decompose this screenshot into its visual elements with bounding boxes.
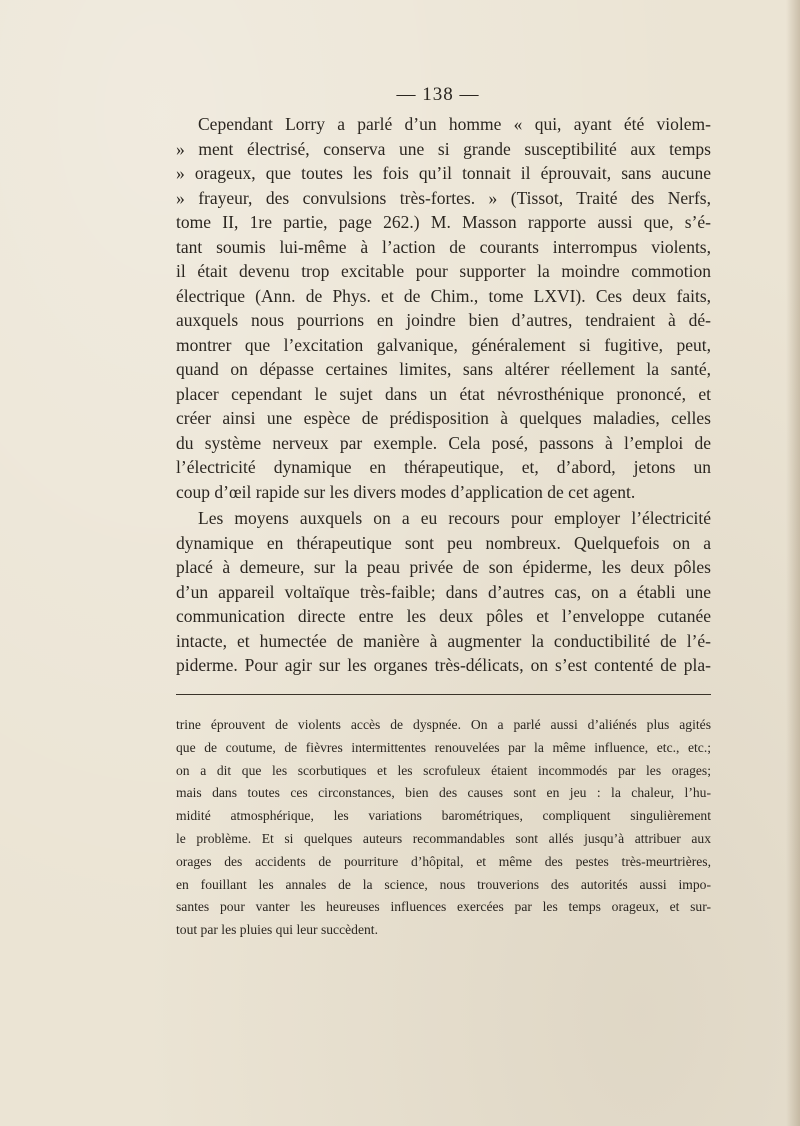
text-line: » orageux, que toutes les fois qu’il tonnait il éprouvait, sans aucune	[176, 163, 711, 183]
page-number: — 138 —	[396, 84, 480, 105]
text-line: placer cependant le sujet dans un état névrosthénique prononcé, et	[176, 383, 711, 404]
footnote-line: mais dans toutes ces circonstances, bien des causes sont en jeu : la chaleur, l’hu-	[176, 785, 711, 801]
footnote-line: midité atmosphérique, les variations barométriques, compliquent singulièrement	[176, 808, 711, 824]
footnote-line: en fouillant les annales de la science, nous trouverions des autorités aussi impo-	[176, 876, 711, 892]
text-line: auxquels nous pourrions en joindre bien d’autres, tendraient à dé-	[176, 310, 711, 330]
text-line: l’électricité dynamique en thérapeutique, et, d’abord, jetons un	[176, 457, 711, 477]
text-line: placé à demeure, sur la peau privée de son épiderme, les deux pôles	[176, 557, 711, 577]
text-line: » ment électrisé, conserva une si grande susceptibilité aux temps	[176, 138, 711, 159]
text-line: Cependant Lorry a parlé d’un homme « qui, ayant été violem-	[198, 114, 711, 134]
text-line: Les moyens auxquels on a eu recours pour employer l’électricité	[198, 508, 711, 528]
page-edge-shadow	[786, 0, 800, 1126]
footnote	[176, 714, 711, 942]
text-line: coup d’œil rapide sur les divers modes d’application de cet agent.	[176, 481, 636, 502]
footnote-line: le problème. Et si quelques auteurs recommandables sont allés jusqu’à attribuer aux	[176, 830, 711, 846]
text-line: du système nerveux par exemple. Cela posé, passons à l’emploi de	[176, 432, 711, 453]
footnote-line: santes pour vanter les heureuses influences exercées par les temps orageux, et sur-	[176, 899, 711, 915]
footnote-line: tout par les pluies qui leur succèdent.	[176, 922, 378, 938]
footnote-divider	[176, 694, 711, 695]
text-line: créer ainsi une espèce de prédisposition à quelques maladies, celles	[176, 408, 711, 428]
text-line: dynamique en thérapeutique sont peu nombreux. Quelquefois on a	[176, 532, 711, 553]
footnote-line: trine éprouvent de violents accès de dyspnée. On a parlé aussi d’aliénés plus agités	[176, 717, 711, 732]
text-line: tome II, 1re partie, page 262.) M. Masson rapporte aussi que, s’é-	[176, 212, 711, 232]
footnote-line: orages des accidents de pourriture d’hôpital, et même des pestes très-meurtrières,	[176, 853, 711, 869]
main-text	[176, 112, 711, 678]
text-line: intacte, et humectée de manière à augmenter la conductibilité de l’é-	[176, 630, 711, 651]
text-line: » frayeur, des convulsions très-fortes. » (Tissot, Traité des Nerfs,	[176, 187, 711, 208]
text-line: d’un appareil voltaïque très-faible; dans d’autres cas, on a établi une	[176, 581, 711, 602]
text-line: communication directe entre les deux pôles et l’enveloppe cutanée	[176, 606, 711, 626]
text-line: piderme. Pour agir sur les organes très-délicats, on s’est contenté de pla-	[176, 655, 711, 675]
footnote-line: on a dit que les scorbutiques et les scrofuleux étaient incommodés par les orages;	[176, 762, 711, 778]
text-line: tant soumis lui-même à l’action de courants interrompus violents,	[176, 236, 711, 257]
text-line: électrique (Ann. de Phys. et de Chim., tome LXVI). Ces deux faits,	[176, 285, 711, 306]
footnote-line: que de coutume, de fièvres intermittentes renouvelées par la même influence, etc., etc.;	[176, 739, 711, 755]
text-line: quand on dépasse certaines limites, sans altérer réellement la santé,	[176, 359, 711, 379]
text-line: montrer que l’excitation galvanique, généralement si fugitive, peut,	[176, 334, 711, 355]
text-line: il était devenu trop excitable pour supporter la moindre commotion	[176, 261, 711, 281]
